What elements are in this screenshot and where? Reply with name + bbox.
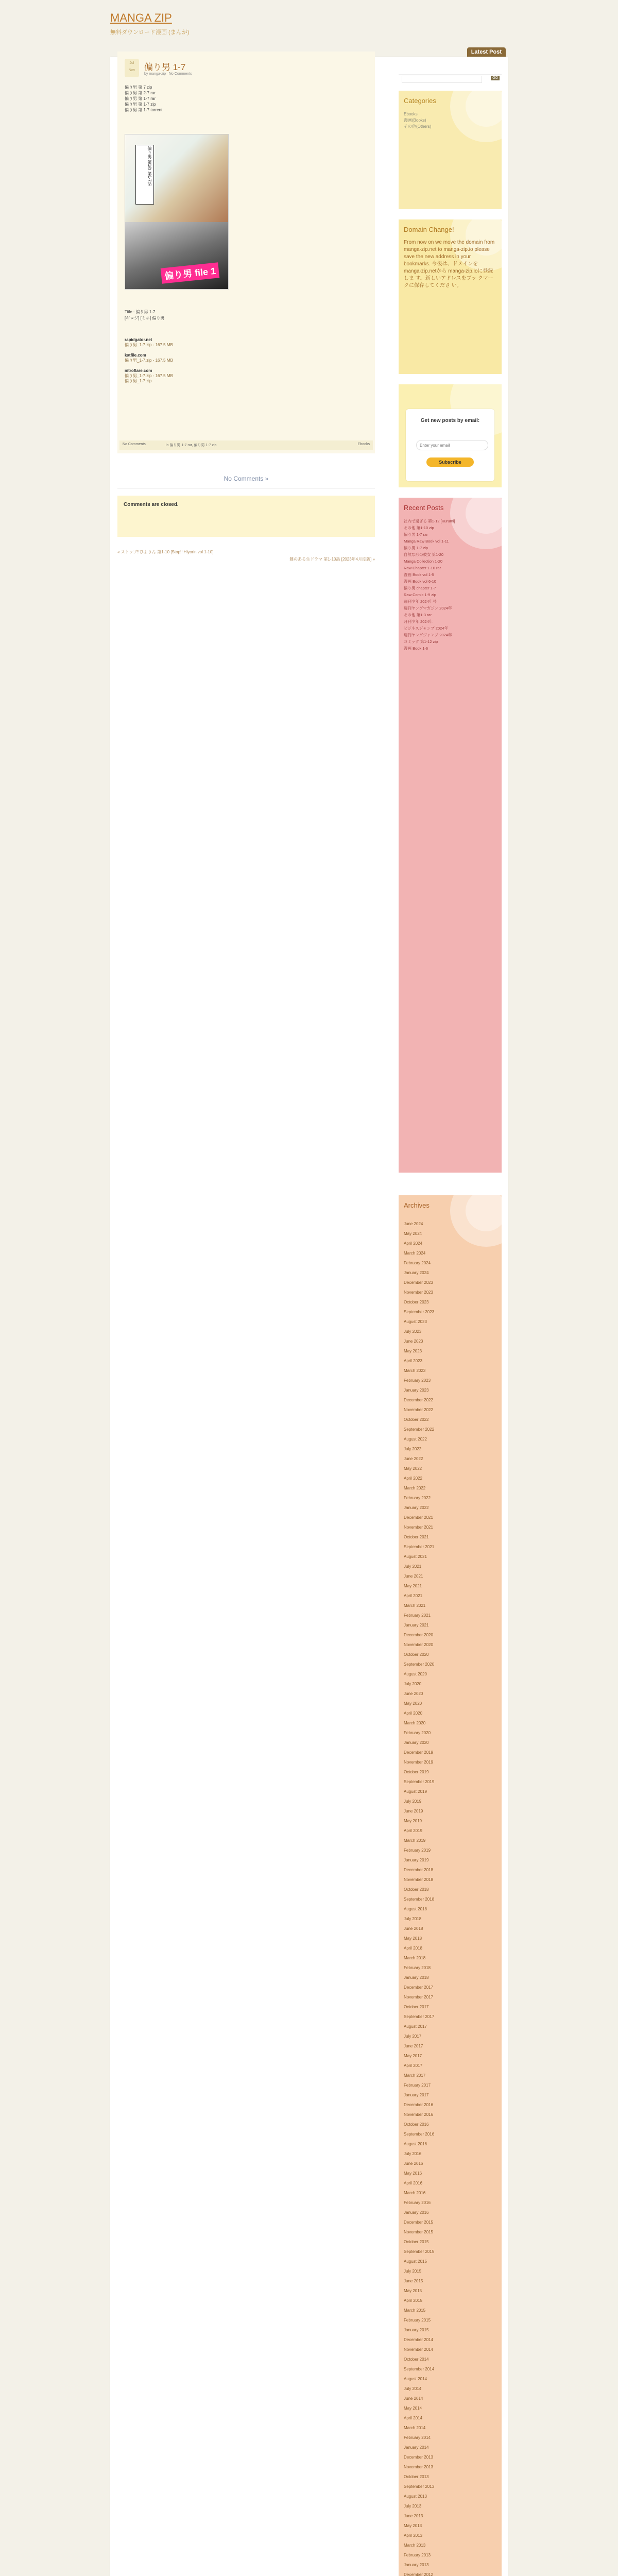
comments-closed-box: [117, 496, 375, 537]
archive-item[interactable]: July 2015: [404, 2269, 422, 2274]
archive-item[interactable]: March 2013: [404, 2543, 426, 2548]
archive-item[interactable]: June 2018: [404, 1926, 423, 1931]
archive-item[interactable]: May 2014: [404, 2406, 422, 2411]
archive-item[interactable]: September 2022: [404, 1427, 435, 1432]
cover-badge: 偏り男 file 1: [161, 262, 220, 284]
categories-title: Categories: [404, 97, 436, 105]
archive-item[interactable]: December 2016: [404, 2103, 433, 2107]
archive-item[interactable]: June 2020: [404, 1691, 423, 1696]
archive-item[interactable]: June 2022: [404, 1456, 423, 1461]
archive-item[interactable]: April 2019: [404, 1828, 423, 1833]
archive-item[interactable]: March 2020: [404, 1721, 426, 1725]
archive-item[interactable]: July 2017: [404, 2034, 422, 2039]
archive-item[interactable]: November 2022: [404, 1408, 433, 1412]
archive-item[interactable]: December 2012: [404, 2572, 433, 2576]
archive-item[interactable]: October 2013: [404, 2475, 429, 2479]
archive-item[interactable]: February 2021: [404, 1613, 431, 1618]
archive-item[interactable]: March 2015: [404, 2308, 426, 2313]
archive-item[interactable]: March 2023: [404, 1368, 426, 1373]
post-info-line: [ギロジ] [ミネ] 偏り男: [125, 316, 165, 320]
archive-item[interactable]: March 2016: [404, 2191, 426, 2195]
email-title: Get new posts by email:: [420, 418, 480, 423]
archive-item[interactable]: June 2021: [404, 1574, 423, 1579]
archive-item[interactable]: October 2015: [404, 2240, 429, 2244]
archive-item[interactable]: January 2022: [404, 1505, 429, 1510]
archive-item[interactable]: May 2020: [404, 1701, 422, 1706]
archive-item[interactable]: February 2015: [404, 2318, 431, 2323]
archive-item[interactable]: May 2016: [404, 2171, 422, 2176]
recent-post-item[interactable]: 偏り男 1-7 zip: [404, 546, 428, 550]
archive-item[interactable]: July 2020: [404, 1682, 422, 1686]
archive-item[interactable]: July 2023: [404, 1329, 422, 1334]
archive-item[interactable]: April 2014: [404, 2416, 423, 2420]
archive-item[interactable]: December 2013: [404, 2455, 433, 2460]
post-file-line: 偏り男 第 7 zip: [125, 85, 152, 90]
post-date-badge: [125, 59, 139, 77]
category-item[interactable]: その他(Others): [404, 124, 432, 129]
archive-item[interactable]: January 2023: [404, 1388, 429, 1393]
comments-closed-text: Comments are closed.: [124, 502, 179, 507]
archive-item[interactable]: May 2013: [404, 2523, 422, 2528]
archive-item[interactable]: May 2021: [404, 1584, 422, 1588]
archives-list: [404, 1219, 434, 2576]
recent-posts-widget: [399, 498, 502, 1173]
archive-item[interactable]: March 2019: [404, 1838, 426, 1843]
archive-item[interactable]: October 2022: [404, 1417, 429, 1422]
archive-item[interactable]: February 2019: [404, 1848, 431, 1853]
recent-post-item[interactable]: 週刊少年 2024年号: [404, 599, 437, 604]
recent-post-item[interactable]: 偏り男 1-7 rar: [404, 532, 428, 537]
archive-item[interactable]: May 2018: [404, 1936, 422, 1941]
archive-item[interactable]: November 2023: [404, 1290, 433, 1295]
download-host: katfile.com: [125, 353, 146, 358]
recent-post-item[interactable]: 偏り男 chapter 1-7: [404, 586, 436, 590]
archive-item[interactable]: November 2014: [404, 2347, 433, 2352]
archive-item[interactable]: December 2017: [404, 1985, 433, 1990]
archive-item[interactable]: August 2019: [404, 1789, 427, 1794]
archive-item[interactable]: July 2019: [404, 1799, 422, 1804]
archive-item[interactable]: August 2020: [404, 1672, 427, 1676]
archive-item[interactable]: September 2015: [404, 2249, 435, 2254]
archive-item[interactable]: June 2024: [404, 1222, 423, 1226]
archive-item[interactable]: February 2017: [404, 2083, 431, 2088]
post-file-line: 偏り男 第 1-7 torrent: [125, 108, 163, 112]
archive-item[interactable]: July 2013: [404, 2504, 422, 2509]
categories-widget: [399, 91, 502, 209]
archive-item[interactable]: February 2022: [404, 1496, 431, 1500]
date-month: Jul: [129, 61, 134, 65]
archive-item[interactable]: December 2021: [404, 1515, 433, 1520]
archive-item[interactable]: August 2023: [404, 1319, 427, 1324]
subscribe-button[interactable]: Subscribe: [426, 457, 474, 467]
recent-post-item[interactable]: Manga Collection 1-20: [404, 559, 443, 564]
archive-item[interactable]: June 2019: [404, 1809, 423, 1814]
recent-post-item[interactable]: 社内で過ぎる 第1-12 [Kurumi]: [404, 519, 455, 523]
archives-title: Archives: [404, 1201, 430, 1209]
recent-post-item[interactable]: 週刊ヤングジャンプ 2024年: [404, 633, 452, 637]
archive-item[interactable]: October 2020: [404, 1652, 429, 1657]
archive-item[interactable]: June 2013: [404, 2514, 423, 2518]
post-footer-tags[interactable]: in 偏り男 1-7 rar, 偏り男 1-7 zip: [166, 444, 217, 447]
archive-item[interactable]: November 2021: [404, 1525, 433, 1530]
download-host: nitroflare.com: [125, 368, 152, 373]
archive-item[interactable]: April 2017: [404, 2063, 423, 2068]
post-info-line: Title : 偏り男 1-7: [125, 310, 156, 314]
archive-item[interactable]: December 2018: [404, 1868, 433, 1872]
archive-item[interactable]: May 2023: [404, 1349, 422, 1353]
archive-item[interactable]: July 2021: [404, 1564, 422, 1569]
archive-item[interactable]: October 2021: [404, 1535, 429, 1539]
archive-item[interactable]: December 2023: [404, 1280, 433, 1285]
recent-post-item[interactable]: 漫画 Book vol 1-5: [404, 572, 434, 577]
archive-item[interactable]: April 2023: [404, 1359, 423, 1363]
post-footer-comments[interactable]: No Comments: [123, 443, 146, 446]
archive-item[interactable]: April 2018: [404, 1946, 423, 1951]
archive-item[interactable]: November 2013: [404, 2465, 433, 2469]
archives-widget: [399, 1195, 502, 2576]
archive-item[interactable]: May 2017: [404, 2054, 422, 2058]
recent-post-item[interactable]: 自然な形の彼女 第1-20: [404, 552, 444, 557]
archive-item[interactable]: March 2022: [404, 1486, 426, 1490]
archive-item[interactable]: November 2020: [404, 1642, 433, 1647]
archive-item[interactable]: March 2018: [404, 1956, 426, 1960]
archive-item[interactable]: April 2022: [404, 1476, 423, 1481]
archive-item[interactable]: December 2019: [404, 1750, 433, 1755]
date-day: Nov: [128, 69, 135, 72]
post-file-line: 偏り男 第 2-7 rar: [125, 91, 156, 95]
archive-item[interactable]: February 2023: [404, 1378, 431, 1383]
post-footer: [119, 440, 373, 450]
cover-image: [125, 134, 229, 290]
post-footer-category[interactable]: Ebooks: [357, 443, 370, 446]
recent-post-item[interactable]: その他 第1-10 zip: [404, 526, 434, 530]
archive-item[interactable]: March 2021: [404, 1603, 426, 1608]
archive-item[interactable]: January 2020: [404, 1740, 429, 1745]
archive-item[interactable]: September 2021: [404, 1545, 435, 1549]
archive-item[interactable]: September 2020: [404, 1662, 435, 1667]
archive-item[interactable]: March 2017: [404, 2073, 426, 2078]
archive-item[interactable]: January 2021: [404, 1623, 429, 1628]
archive-item[interactable]: August 2017: [404, 2024, 427, 2029]
archive-item[interactable]: January 2024: [404, 1270, 429, 1275]
archive-item[interactable]: September 2014: [404, 2367, 435, 2371]
archive-item[interactable]: July 2022: [404, 1447, 422, 1451]
archive-item[interactable]: August 2016: [404, 2142, 427, 2146]
archive-item[interactable]: December 2022: [404, 1398, 433, 1402]
archive-item[interactable]: October 2016: [404, 2122, 429, 2127]
archive-item[interactable]: August 2018: [404, 1907, 427, 1911]
recent-post-item[interactable]: 週刊ヤングマガジン 2024年: [404, 606, 452, 611]
domain-title: Domain Change!: [404, 226, 454, 233]
archive-item[interactable]: December 2014: [404, 2337, 433, 2342]
archive-item[interactable]: February 2016: [404, 2200, 431, 2205]
archive-item[interactable]: November 2017: [404, 1995, 433, 1999]
archive-item[interactable]: January 2018: [404, 1975, 429, 1980]
site-description: 無料ダウンロード漫画 (まんが): [110, 29, 190, 36]
recent-post-item[interactable]: 漫画 Book vol 6-10: [404, 579, 436, 584]
archive-item[interactable]: February 2020: [404, 1731, 431, 1735]
archive-item[interactable]: July 2016: [404, 2151, 422, 2156]
download-links: [125, 332, 173, 384]
archive-item[interactable]: June 2017: [404, 2044, 423, 2048]
archive-item[interactable]: September 2016: [404, 2132, 435, 2137]
archive-item[interactable]: June 2015: [404, 2279, 423, 2283]
archive-item[interactable]: November 2019: [404, 1760, 433, 1765]
archive-item[interactable]: November 2016: [404, 2112, 433, 2117]
download-link[interactable]: 偏り男_1-7.zip - 167.5 MB: [125, 343, 173, 347]
post-file-list: [125, 84, 162, 113]
archive-item[interactable]: August 2014: [404, 2377, 427, 2381]
archive-item[interactable]: January 2014: [404, 2445, 429, 2450]
archive-item[interactable]: February 2013: [404, 2553, 431, 2557]
email-widget: [399, 384, 502, 487]
archive-item[interactable]: September 2017: [404, 2014, 435, 2019]
archive-item[interactable]: October 2018: [404, 1887, 429, 1892]
archive-item[interactable]: February 2014: [404, 2435, 431, 2440]
archive-item[interactable]: August 2013: [404, 2494, 427, 2499]
latest-post-tab[interactable]: Latest Post: [467, 47, 506, 57]
recent-post-item[interactable]: Manga Raw Book vol 1-11: [404, 539, 449, 544]
recent-post-item[interactable]: Raw Chapter 1-10 rar: [404, 566, 441, 570]
archive-item[interactable]: April 2021: [404, 1594, 423, 1598]
archive-item[interactable]: April 2013: [404, 2533, 423, 2538]
cover-vertical-label: 偏り男 第1巻 第1-7話: [135, 145, 154, 205]
category-item[interactable]: 漫画(Books): [404, 118, 426, 123]
recent-post-item[interactable]: コミック 第1-12 zip: [404, 639, 438, 644]
post-meta: [144, 72, 192, 76]
domain-widget: [399, 219, 502, 374]
prev-post-link[interactable]: « ストップ!!ひよりん 第1-10 [Stop!! Hiyorin vol 1-10]: [117, 550, 214, 554]
recent-post-item[interactable]: その他 第1-3 rar: [404, 613, 432, 617]
archive-item[interactable]: September 2013: [404, 2484, 435, 2489]
email-input[interactable]: [416, 440, 488, 450]
archive-item[interactable]: October 2014: [404, 2357, 429, 2362]
archive-item[interactable]: November 2018: [404, 1877, 433, 1882]
archive-item[interactable]: October 2023: [404, 1300, 429, 1304]
archive-item[interactable]: April 2024: [404, 1241, 423, 1246]
archive-item[interactable]: January 2016: [404, 2210, 429, 2215]
next-post-link[interactable]: 鍵のある生ドラマ 第1-10話 [2023年4月度版] »: [289, 557, 375, 562]
archive-item[interactable]: April 2015: [404, 2298, 423, 2303]
archive-item[interactable]: May 2019: [404, 1819, 422, 1823]
recent-post-item[interactable]: 漫画 Book 1-6: [404, 646, 428, 651]
archive-item[interactable]: September 2019: [404, 1780, 435, 1784]
archive-item[interactable]: August 2022: [404, 1437, 427, 1442]
archive-item[interactable]: January 2013: [404, 2563, 429, 2567]
recent-posts-list: [404, 518, 496, 652]
archive-item[interactable]: June 2023: [404, 1339, 423, 1344]
search-box: [399, 74, 502, 83]
archive-item[interactable]: September 2023: [404, 1310, 435, 1314]
post-comment-link[interactable]: No Comments: [168, 72, 192, 76]
archive-item[interactable]: June 2016: [404, 2161, 423, 2166]
archive-item[interactable]: November 2015: [404, 2230, 433, 2234]
no-comments-heading: No Comments »: [224, 475, 269, 482]
download-link[interactable]: 偏り男_1-7.zip - 167.5 MB: [125, 374, 173, 378]
archive-item[interactable]: December 2020: [404, 1633, 433, 1637]
archive-item[interactable]: June 2014: [404, 2396, 423, 2401]
post-info: [125, 309, 164, 321]
archive-item[interactable]: December 2015: [404, 2220, 433, 2225]
archive-item[interactable]: August 2021: [404, 1554, 427, 1559]
search-input[interactable]: [402, 76, 482, 83]
search-button[interactable]: GO: [491, 76, 500, 80]
archive-item[interactable]: May 2024: [404, 1231, 422, 1236]
archive-item[interactable]: July 2014: [404, 2386, 422, 2391]
site-title[interactable]: MANGA ZIP: [110, 11, 172, 24]
archive-item[interactable]: March 2014: [404, 2426, 426, 2430]
domain-text: From now on we move the domain from manga-zip.net to manga-zip.io please save the new address in your bookmarks. 今後は、ドメインを manga-zip.netから manga-zip.ioに登録しま す。新しいアドレスをブッ クマークに保存してくださ い。: [404, 240, 495, 289]
recent-post-item[interactable]: Raw Comic 1-9 zip: [404, 592, 436, 597]
download-link[interactable]: 偏り男_1-7.zip - 167.5 MB: [125, 358, 173, 363]
archive-item[interactable]: September 2018: [404, 1897, 435, 1902]
post-author[interactable]: by manga-zip: [144, 72, 166, 76]
archive-item[interactable]: February 2018: [404, 1965, 431, 1970]
email-card: [406, 409, 494, 481]
recent-post-item[interactable]: ビジネスジャンプ 2024年: [404, 626, 448, 631]
category-item[interactable]: Ebooks: [404, 112, 418, 116]
archive-item[interactable]: April 2016: [404, 2181, 423, 2185]
archive-item[interactable]: July 2018: [404, 1917, 422, 1921]
archive-item[interactable]: August 2015: [404, 2259, 427, 2264]
post-title[interactable]: 偏り男 1-7: [144, 62, 186, 72]
recent-posts-title: Recent Posts: [404, 504, 444, 512]
post-file-line: 偏り男 第 1-7 zip: [125, 102, 156, 107]
download-link[interactable]: 偏り男_1-7.zip: [125, 379, 152, 383]
download-host: rapidgator.net: [125, 337, 152, 342]
archive-item[interactable]: May 2022: [404, 1466, 422, 1471]
archive-item[interactable]: April 2020: [404, 1711, 423, 1716]
categories-list: [404, 111, 431, 130]
archive-item[interactable]: January 2017: [404, 2093, 429, 2097]
archive-item[interactable]: October 2017: [404, 2005, 429, 2009]
archive-item[interactable]: January 2015: [404, 2328, 429, 2332]
post-file-line: 偏り男 第 1-7 rar: [125, 96, 156, 101]
archive-item[interactable]: October 2019: [404, 1770, 429, 1774]
archive-item[interactable]: January 2019: [404, 1858, 429, 1862]
archive-item[interactable]: May 2015: [404, 2289, 422, 2293]
recent-post-item[interactable]: 月刊少年 2024年: [404, 619, 433, 624]
archive-item[interactable]: March 2024: [404, 1251, 426, 1256]
archive-item[interactable]: February 2024: [404, 1261, 431, 1265]
post-card: [117, 52, 375, 453]
